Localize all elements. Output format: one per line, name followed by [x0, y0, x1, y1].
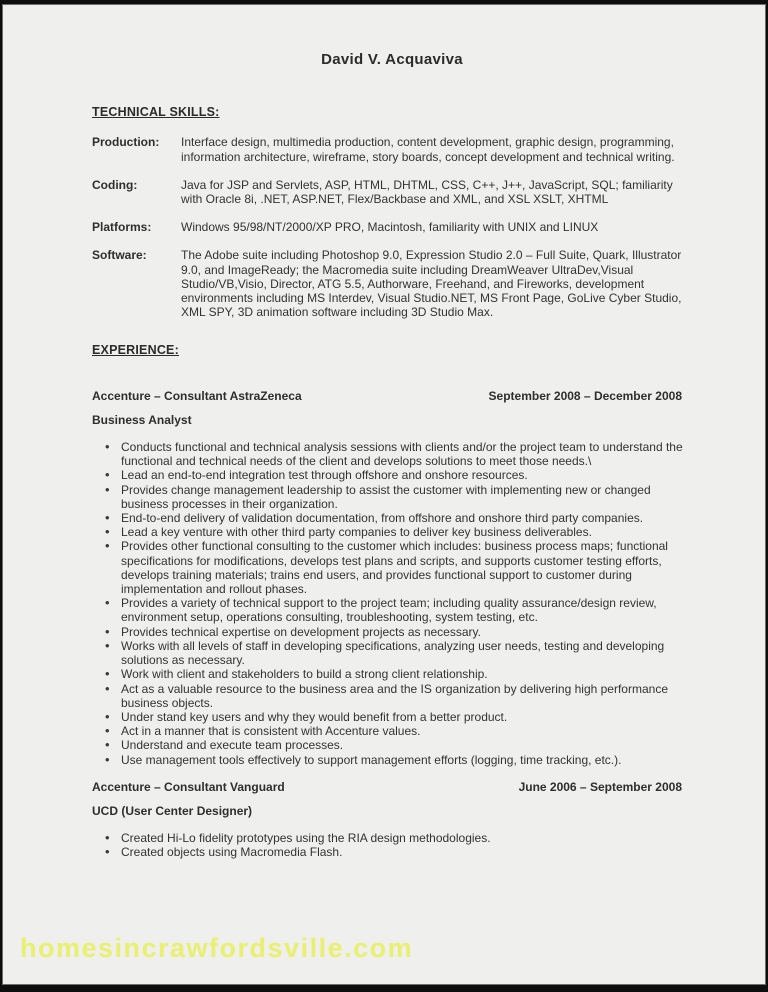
technical-skills-heading: TECHNICAL SKILLS: — [92, 105, 220, 120]
job-bullet: • Work with client and stakeholders to build a strong client relationship. — [105, 667, 692, 681]
job-bullet: • Provides change management leadership to assist the customer with implementing new or changed business processes in their organization. — [105, 483, 692, 511]
skill-label: Platforms: — [92, 220, 152, 235]
job-bullet: • Conducts functional and technical analysis sessions with clients and/or the project team to understand the functional and technical needs of the client and develops solutions to meet those needs.\ — [105, 440, 692, 468]
technical-skills-list — [92, 135, 692, 319]
job-dates: September 2008 – December 2008 — [488, 388, 682, 403]
job-bullet: • Understand and execute team processes. — [105, 738, 692, 752]
job-employer: Accenture – Consultant AstraZeneca — [92, 388, 302, 403]
job-bullet: • Provides a variety of technical support to the project team; including quality assurance/design review, environment setup, operations consulting, troubleshooting, system testing, etc. — [105, 596, 692, 624]
watermark-text: homesincrawfordsville.com — [20, 933, 414, 963]
job-title: UCD (User Center Designer) — [92, 803, 253, 818]
job-bullet: • Lead a key venture with other third party companies to deliver key business deliverables. — [105, 525, 692, 539]
job-title: Business Analyst — [92, 412, 192, 427]
job-employer: Accenture – Consultant Vanguard — [92, 779, 285, 794]
job-bullet: • Provides other functional consulting to the customer which includes: business process maps; functional specifications for modifications, develops test plans and scripts, and supports customer testing efforts, develops training materials; trains end users, and provides functional support to customer during implementation and rollout phases. — [105, 539, 692, 596]
resume-page — [2, 4, 766, 985]
skill-text: The Adobe suite including Photoshop 9.0, Expression Studio 2.0 – Full Suite, Quark, Illustrator 9.0, and ImageReady; the Macromedia suite including DreamWeaver UltraDev,Visual Studio/VB,Visio, Director, ATG 5.5, Authorware, Freehand, and Fireworks, development environments including MS Interdev, Visual Studio.NET, MS Front Page, GoLive Cyber Studio, XML SPY, 3D animation software including 3D Studio Max. — [181, 248, 682, 320]
job-header-vanguard — [92, 780, 692, 794]
job-bullet: • Provides technical expertise on development projects as necessary. — [105, 625, 692, 639]
skill-text: Interface design, multimedia production, content development, graphic design, programming, information architecture, wireframe, story boards, concept development and technical writing. — [181, 135, 675, 164]
skill-row-software — [92, 248, 692, 319]
job-bullet: • Lead an end-to-end integration test through offshore and onshore resources. — [105, 468, 692, 482]
skill-text: Java for JSP and Servlets, ASP, HTML, DHTML, CSS, C++, J++, JavaScript, SQL; familiarity with Oracle 8i, .NET, ASP.NET, Flex/Backbase and XML, and XSL XSLT, XHTML — [181, 177, 673, 207]
job-bullet: • Works with all levels of staff in developing specifications, analyzing user needs, testing and developing solutions as necessary. — [105, 639, 692, 667]
skill-label: Software: — [92, 248, 147, 263]
experience-heading: EXPERIENCE: — [92, 343, 179, 358]
job-bullet: • End-to-end delivery of validation documentation, from offshore and onshore third party companies. — [105, 511, 692, 525]
job-bullet: • Under stand key users and why they would benefit from a better product. — [105, 710, 692, 724]
skill-row-production — [92, 135, 692, 163]
job-header-astrazeneca — [92, 389, 692, 403]
job-bullet: • Created objects using Macromedia Flash. — [105, 845, 692, 859]
skill-label: Coding: — [92, 177, 138, 192]
job-bullet: • Act as a valuable resource to the business area and the IS organization by delivering high performance business objects. — [105, 682, 692, 710]
job-bullet-list — [92, 831, 692, 859]
resume-document — [92, 5, 692, 860]
job-bullet-list — [92, 440, 692, 767]
job-bullet: • Act in a manner that is consistent with Accenture values. — [105, 724, 692, 738]
job-bullet: • Use management tools effectively to support management efforts (logging, time tracking, etc.). — [105, 753, 692, 767]
job-bullet: • Created Hi-Lo fidelity prototypes using the RIA design methodologies. — [105, 831, 692, 845]
skill-text: Windows 95/98/NT/2000/XP PRO, Macintosh, familiarity with UNIX and LINUX — [181, 220, 599, 235]
resume-name: David V. Acquaviva — [321, 51, 463, 68]
skill-row-coding — [92, 178, 692, 206]
skill-label: Production: — [92, 135, 160, 150]
skill-row-platforms — [92, 220, 692, 234]
job-dates: June 2006 – September 2008 — [518, 779, 682, 794]
